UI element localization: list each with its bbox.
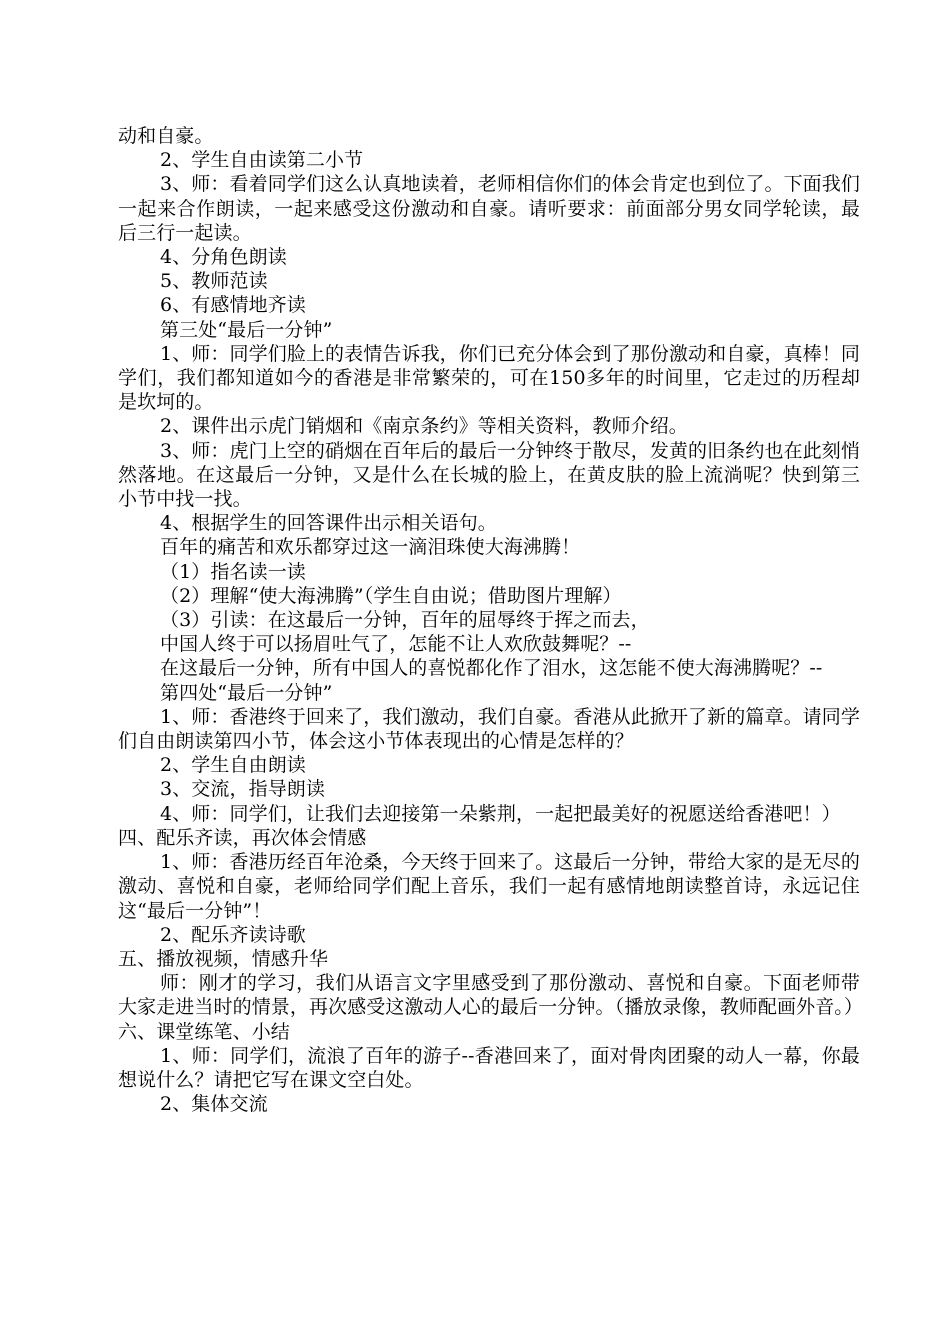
paragraph: 2、学生自由读第二小节 xyxy=(160,149,364,172)
paragraph: 师：刚才的学习，我们从语言文字里感受到了那份激动、喜悦和自豪。下面老师带大家走进当时的情景，再次感受这激动人心的最后一分钟。（播放录像，教师配画外音。） xyxy=(118,972,864,1019)
paragraph: 动和自豪。 xyxy=(118,125,214,147)
paragraph: 1、师：香港历经百年沧桑，今天终于回来了。这最后一分钟，带给大家的是无尽的激动、喜悦和自豪，老师给同学们配上音乐，我们一起有感情地朗读整首诗，永远记住这“最后一分钟”！ xyxy=(118,851,860,922)
paragraph: 2、集体交流 xyxy=(160,1093,268,1116)
paragraph: 5、教师范读 xyxy=(160,270,268,293)
paragraph: 1、师：同学们，流浪了百年的游子--香港回来了，面对骨肉团聚的动人一幕，你最想说什么？请把它写在课文空白处。 xyxy=(118,1044,860,1091)
paragraph: 3、师：看着同学们这么认真地读着，老师相信你们的体会肯定也到位了。下面我们一起来合作朗读，一起来感受这份激动和自豪。请听要求：前面部分男女同学轮读，最后三行一起读。 xyxy=(118,173,860,244)
paragraph: 1、师：同学们脸上的表情告诉我，你们已充分体会到了那份激动和自豪，真棒！同学们，我们都知道如今的香港是非常繁荣的，可在150多年的时间里，它走过的历程却是坎坷的。 xyxy=(118,342,860,414)
paragraph: 4、师：同学们，让我们去迎接第一朵紫荆，一起把最美好的祝愿送给香港吧！） xyxy=(160,802,841,825)
paragraph: 1、师：香港终于回来了，我们激动，我们自豪。香港从此掀开了新的篇章。请同学们自由朗读第四小节，体会这小节体表现出的心情是怎样的？ xyxy=(118,705,860,753)
paragraph: 中国人终于可以扬眉吐气了，怎能不让人欢欣鼓舞呢？-- xyxy=(160,633,632,656)
section-heading: 第三处“最后一分钟” xyxy=(160,318,333,341)
section-heading: 四、配乐齐读，再次体会情感 xyxy=(118,826,367,849)
paragraph: （2）理解“使大海沸腾”（学生自由说；借助图片理解） xyxy=(160,584,622,607)
paragraph: （3）引读：在这最后一分钟，百年的屈辱终于挥之而去， xyxy=(160,609,650,632)
paragraph: 3、交流，指导朗读 xyxy=(160,778,325,801)
quote-line: 百年的痛苦和欢乐都穿过这一滴泪珠使大海沸腾！ xyxy=(160,536,581,559)
paragraph: 6、有感情地齐读 xyxy=(160,294,306,317)
section-heading: 五、播放视频，情感升华 xyxy=(118,947,329,970)
paragraph: 4、分角色朗读 xyxy=(160,246,287,269)
paragraph: 4、根据学生的回答课件出示相关语句。 xyxy=(160,512,497,535)
paragraph: 3、师：虎门上空的硝烟在百年后的最后一分钟终于散尽，发黄的旧条约也在此刻悄然落地。在这最后一分钟，又是什么在长城的脸上，在黄皮肤的脸上流淌呢？快到第三小节中找一找。 xyxy=(118,439,860,511)
paragraph: 2、课件出示虎门销烟和《南京条约》等相关资料，教师介绍。 xyxy=(160,415,688,438)
paragraph: （1）指名读一读 xyxy=(160,560,306,583)
paragraph: 2、配乐齐读诗歌 xyxy=(160,923,306,946)
paragraph: 在这最后一分钟，所有中国人的喜悦都化作了泪水，这怎能不使大海沸腾呢？-- xyxy=(160,657,823,680)
section-heading: 六、课堂练笔、小结 xyxy=(118,1020,290,1043)
section-heading: 第四处“最后一分钟” xyxy=(160,681,333,704)
document-body xyxy=(118,124,864,1116)
paragraph: 2、学生自由朗读 xyxy=(160,754,306,777)
